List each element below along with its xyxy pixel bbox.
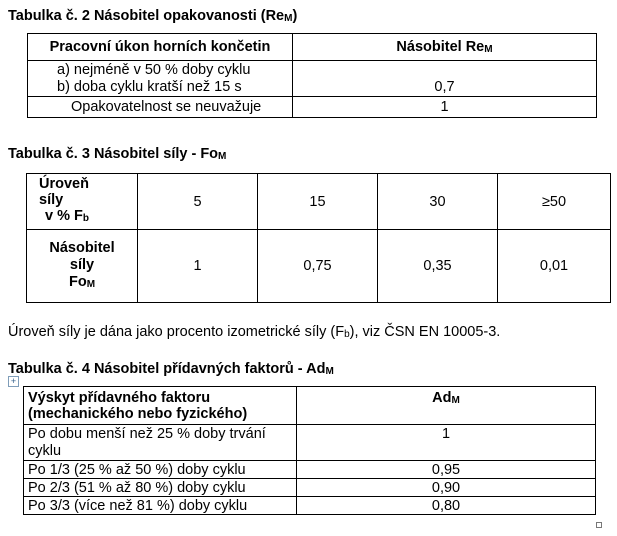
- table-4-row-value: 1: [297, 425, 596, 461]
- table-4-row-label: Po 3/3 (více než 81 %) doby cyklu: [24, 497, 297, 515]
- table-2-repetition-multiplier: [27, 33, 597, 118]
- table-3-force-multiplier: [26, 173, 611, 303]
- table-3-multiplier-cell: 1: [138, 230, 258, 303]
- table-4-row-label: Po 1/3 (25 % až 50 %) doby cyklu: [24, 461, 297, 479]
- table-3-multiplier-cell: 0,75: [258, 230, 378, 303]
- table-resize-handle[interactable]: [596, 522, 602, 528]
- table-3-level-cell: 30: [378, 174, 498, 230]
- table-4-header-multiplier: $Ad_M$: [297, 387, 596, 425]
- table-3-level-cell: 5: [138, 174, 258, 230]
- table-3-header-multiplier: Násobitel síly $Fo_M$: [27, 230, 138, 303]
- table-2-row-conditions-value: 0,7: [293, 61, 597, 97]
- table-4-header-factor: Výskyt přídavného faktoru (mechanického nebo fyzického): [24, 387, 297, 425]
- table-2-row-conditions: a) nejméně v 50 % doby cyklu b) doba cyklu kratší než 15 s: [28, 61, 293, 97]
- table-4-row-value: 0,95: [297, 461, 596, 479]
- table-4-row-label: Po dobu menší než 25 % doby trvání cyklu: [24, 425, 297, 461]
- move-table-handle-icon[interactable]: +: [8, 376, 19, 387]
- table-4-additional-factors-multiplier: [23, 386, 596, 515]
- table-2-header-work-task: Pracovní úkon horních končetin: [28, 34, 293, 61]
- table-3-multiplier-cell: 0,35: [378, 230, 498, 303]
- table-3-level-cell: 15: [258, 174, 378, 230]
- table-4-row-label: Po 2/3 (51 % až 80 %) doby cyklu: [24, 479, 297, 497]
- table-2-title: Tabulka č. 2 Násobitel opakovanosti $(Re_M)$: [8, 8, 298, 24]
- table-2-row-not-considered: Opakovatelnost se neuvažuje: [28, 97, 293, 118]
- table-3-multiplier-cell: 0,01: [498, 230, 611, 303]
- table-3-level-cell: ≥50: [498, 174, 611, 230]
- table-2-header-multiplier: Násobitel $Re_M$: [293, 34, 597, 61]
- table-2-row-not-considered-value: 1: [293, 97, 597, 118]
- table-3-title: Tabulka č. 3 Násobitel síly - $Fo_M$: [8, 146, 227, 162]
- force-level-note: Úroveň síly je dána jako procento izometrické síly $(F_b)$, viz ČSN EN 10005-3.: [8, 324, 501, 340]
- table-4-row-value: 0,90: [297, 479, 596, 497]
- table-4-row-value: 0,80: [297, 497, 596, 515]
- table-4-title: Tabulka č. 4 Násobitel přídavných faktorů - $Ad_M$: [8, 361, 334, 377]
- table-3-header-force-level: Úroveň síly v % $F_b$: [27, 174, 138, 230]
